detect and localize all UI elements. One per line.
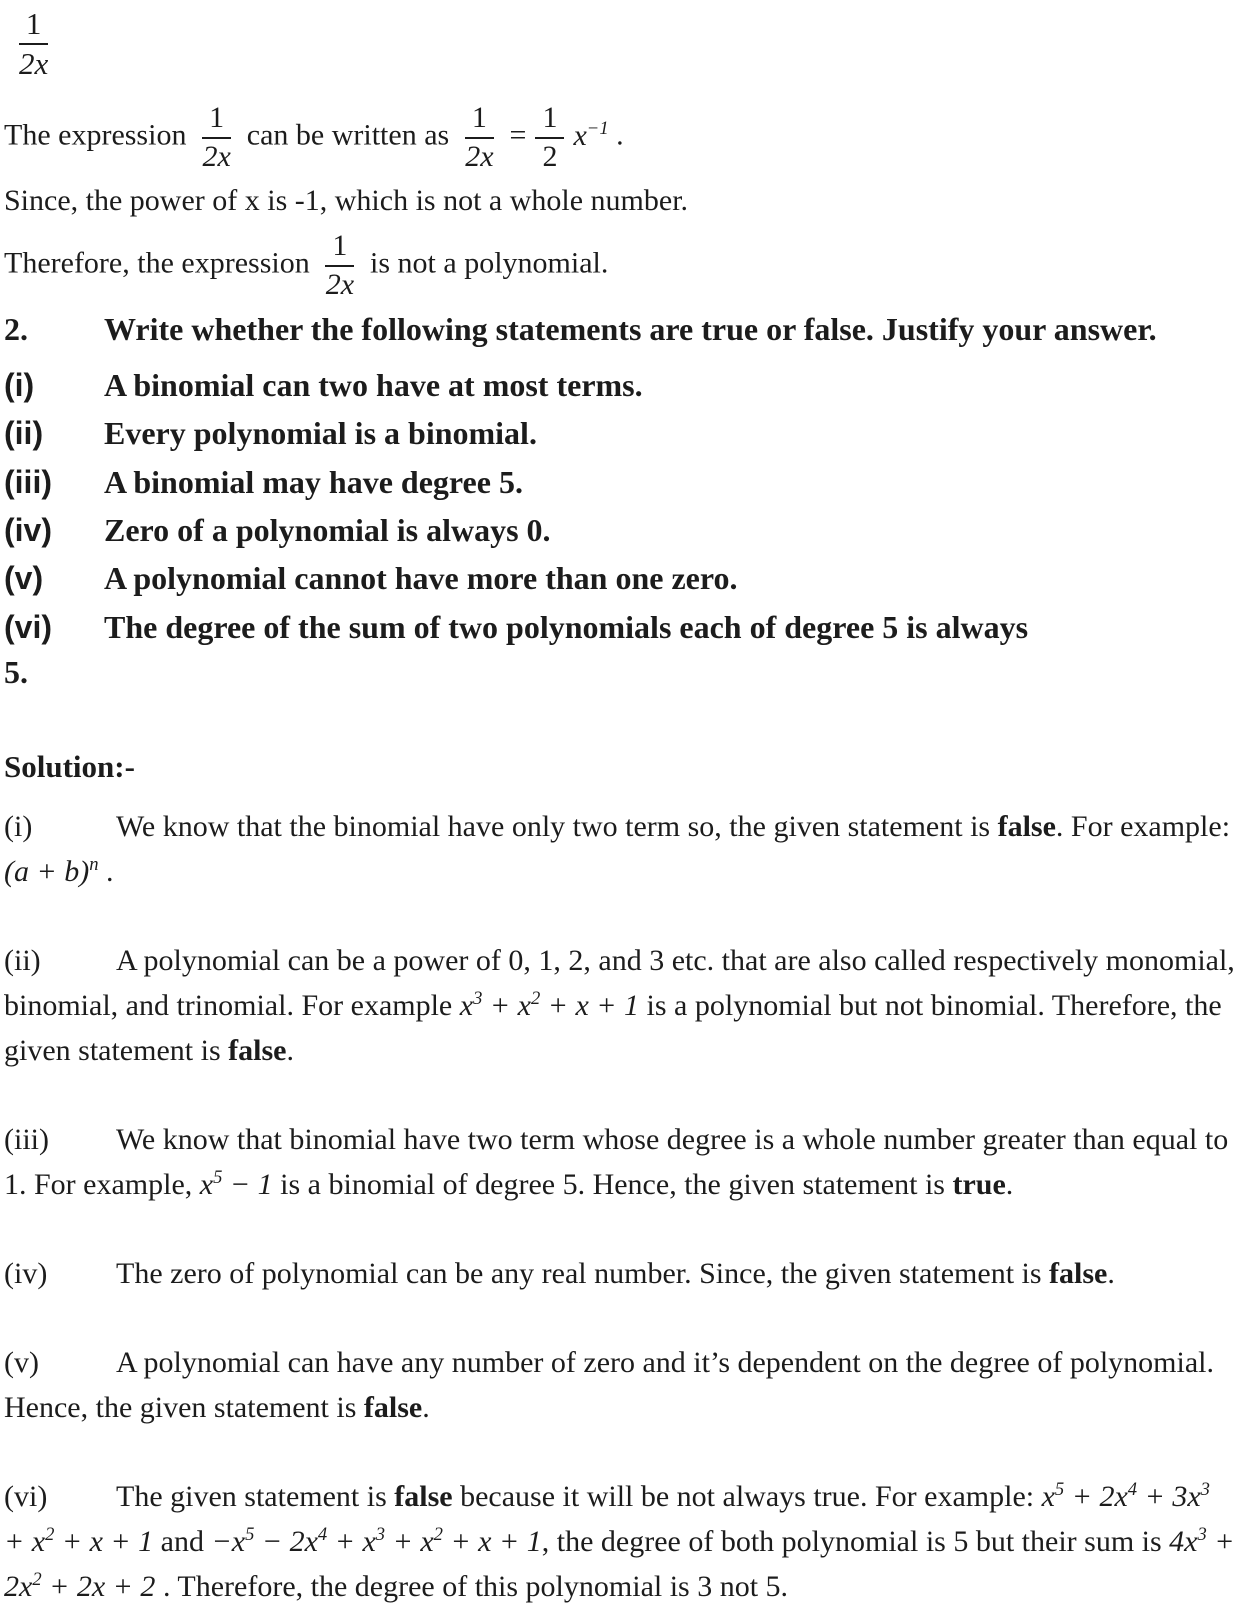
question-item-ii xyxy=(4,411,1236,456)
math-sum-polynomial: $4x^3 + 2x^2 + 2x + 2$ xyxy=(4,1524,1235,1604)
math-second-degree5-polynomial: $-x^5 - 2x^4 + x^3 + x^2 + x + 1$ xyxy=(211,1524,542,1559)
solution-text: A polynomial can have any number of zero and it’s dependent on the degree of polynomial. Hence, the given statement is xyxy=(4,1346,1215,1425)
intro-text: can be written as xyxy=(246,118,450,152)
item-marker: (ii) xyxy=(4,944,41,978)
solution-item-iii xyxy=(4,1117,1236,1207)
verdict-true: true xyxy=(952,1168,1006,1202)
item-marker: (ii) xyxy=(4,415,44,452)
fraction-numerator: 1 xyxy=(202,101,231,139)
intro-text: The expression xyxy=(4,118,187,152)
item-marker: (iii) xyxy=(4,1123,49,1157)
intro-text: . xyxy=(608,118,624,152)
solution-text: is a binomial of degree 5. Hence, the given statement is xyxy=(272,1168,953,1202)
solution-item-v xyxy=(4,1340,1236,1430)
verdict-false: false xyxy=(363,1391,423,1425)
fraction-one-over-2x xyxy=(12,6,55,81)
question-text: Write whether the following statements are true or false. Justify your answer. xyxy=(104,311,1157,348)
item-text: A binomial may have degree 5. xyxy=(104,463,523,500)
verdict-false: false xyxy=(228,1034,287,1068)
item-text-wrap: 5. xyxy=(4,654,28,691)
solution-item-iv xyxy=(4,1251,1236,1296)
item-text: Zero of a polynomial is always 0. xyxy=(104,511,551,548)
fraction-one-half xyxy=(535,101,564,174)
intro-paragraph-3 xyxy=(4,229,1236,302)
solution-text: The given statement is xyxy=(116,1480,395,1514)
item-marker: (vi) xyxy=(4,608,52,645)
intro-paragraph-2 xyxy=(4,178,1236,223)
solution-text: We know that binomial have two term whose degree is a whole number greater than equal to 1. For example, xyxy=(4,1123,1229,1202)
question-item-i xyxy=(4,363,1236,408)
solution-text: because it will be not always true. For example: xyxy=(452,1480,1042,1514)
fraction-one-over-2x xyxy=(458,101,500,174)
solution-text: . xyxy=(98,855,114,889)
verdict-false: false xyxy=(1049,1257,1108,1291)
question-number: 2. xyxy=(4,311,28,348)
solution-text: The zero of polynomial can be any real number. Since, the given statement is xyxy=(116,1257,1050,1291)
item-text: Every polynomial is a binomial. xyxy=(104,415,537,452)
solution-text: . Therefore, the degree of this polynomial is 3 not 5. xyxy=(155,1570,789,1604)
verdict-false: false xyxy=(394,1480,453,1514)
fraction-denominator: 2x xyxy=(325,267,355,301)
solution-item-i xyxy=(4,804,1236,894)
equals-sign: = xyxy=(509,118,527,152)
item-marker: (iv) xyxy=(4,1257,48,1291)
solution-text: . xyxy=(286,1034,294,1068)
solution-heading: Solution:- xyxy=(4,748,135,784)
math-polynomial-cubic: $x^3 + x^2 + x + 1$ xyxy=(459,988,640,1023)
verdict-false: false xyxy=(997,810,1056,844)
solution-item-vi xyxy=(4,1474,1236,1609)
intro-text: Therefore, the expression xyxy=(4,246,310,280)
fraction-numerator: 1 xyxy=(325,229,354,267)
question-heading xyxy=(4,306,1236,352)
fraction-denominator: 2x xyxy=(202,139,231,173)
solution-text: . xyxy=(422,1391,430,1425)
item-marker: (iv) xyxy=(4,511,52,548)
math-first-degree5-polynomial: $x^5 + 2x^4 + 3x^3 + x^2 + x + 1$ xyxy=(4,1479,1210,1559)
item-text: A polynomial cannot have more than one zero. xyxy=(104,560,738,597)
fraction-numerator: 1 xyxy=(465,101,494,139)
solution-text: and xyxy=(153,1525,212,1559)
math-a-plus-b-power-n: $(a + b)^n$ xyxy=(4,854,99,889)
item-text: The degree of the sum of two polynomials each of degree 5 is always xyxy=(104,608,1029,645)
item-marker: (v) xyxy=(4,1346,39,1380)
solution-text: We know that the binomial have only two term so, the given statement is xyxy=(116,810,998,844)
solution-text: . For example: xyxy=(1055,810,1231,844)
item-marker: (vi) xyxy=(4,1480,48,1514)
math-x-power-minus-1: $x^{-1}$ xyxy=(573,117,609,152)
fraction-denominator: 2x xyxy=(19,45,49,81)
item-marker: (i) xyxy=(4,366,35,403)
question-item-vi xyxy=(4,605,1236,696)
question-item-iii xyxy=(4,460,1236,505)
solution-text: A polynomial can be a power of 0, 1, 2, and 3 etc. that are also called respectively monomial, binomial, and trinomial. For example xyxy=(4,944,1235,1023)
fraction-denominator: 2 xyxy=(542,139,558,173)
fraction-one-over-2x xyxy=(319,229,361,302)
solution-item-ii xyxy=(4,938,1236,1073)
intro-text: is not a polynomial. xyxy=(370,246,609,280)
intro-paragraph-1 xyxy=(4,101,1236,174)
solution-text: , the degree of both polynomial is 5 but their sum is xyxy=(541,1525,1170,1559)
item-marker: (i) xyxy=(4,810,33,844)
question-item-v xyxy=(4,556,1236,601)
item-marker: (iii) xyxy=(4,463,52,500)
math-x5-minus-1: $x^5 - 1$ xyxy=(199,1167,273,1202)
solution-text: . xyxy=(1005,1168,1014,1202)
solution-text: is a polynomial but not binomial. Therefore, the given statement is xyxy=(4,989,1222,1068)
question-item-iv xyxy=(4,508,1236,553)
fraction-one-over-2x xyxy=(195,101,237,174)
fraction-numerator: 1 xyxy=(535,101,564,139)
item-marker: (v) xyxy=(4,560,44,597)
fraction-numerator: 1 xyxy=(19,6,49,45)
intro-text: Since, the power of x is -1, which is not a whole number. xyxy=(4,184,689,218)
item-text: A binomial can two have at most terms. xyxy=(104,366,643,403)
fraction-denominator: 2x xyxy=(465,139,494,173)
solution-text: . xyxy=(1107,1257,1115,1291)
